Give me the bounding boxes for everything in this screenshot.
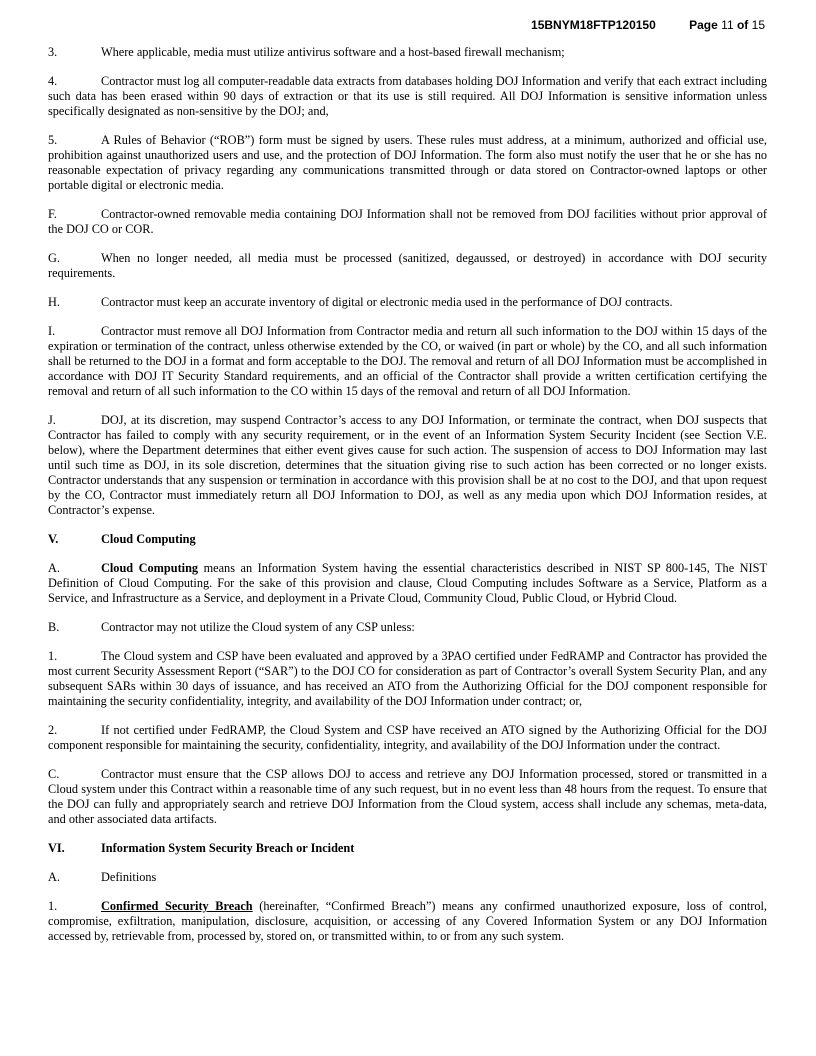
paragraph-f bbox=[48, 207, 767, 237]
paragraph-text: Definitions bbox=[101, 870, 157, 884]
paragraph-g bbox=[48, 251, 767, 281]
paragraph-h bbox=[48, 295, 767, 310]
paragraph-label: B. bbox=[48, 620, 60, 634]
paragraph-vi-a-1 bbox=[48, 899, 767, 944]
paragraph-v-b bbox=[48, 620, 767, 635]
paragraph-text: A Rules of Behavior (“ROB”) form must be signed by users. These rules must address, at a minimum, authorized and official use, prohibition against unauthorized users and use, and the protection of DOJ Information. The form also must notify the user that he or she has no reasonable expectation of privacy regarding any communications transmitted through or data stored on Contractor-owned laptops or other portable digital or electronic media. bbox=[48, 133, 767, 192]
paragraph-5 bbox=[48, 133, 767, 193]
paragraph-text: Contractor must log all computer-readable data extracts from databases holding DOJ Information and verify that each extract including such data has been erased within 90 days of extraction or that its use is still required. All DOJ Information is sensitive information unless specifically designated as non-sensitive by the DOJ; and, bbox=[48, 74, 767, 118]
paragraph-i bbox=[48, 324, 767, 399]
paragraph-label: C. bbox=[48, 767, 60, 781]
paragraph-label: H. bbox=[48, 295, 60, 309]
paragraph-v-a bbox=[48, 561, 767, 606]
paragraph-text: Where applicable, media must utilize antivirus software and a host-based firewall mechanism; bbox=[101, 45, 565, 59]
page-word: Page bbox=[689, 18, 718, 32]
paragraph-v-b-2 bbox=[48, 723, 767, 753]
section-heading-vi bbox=[48, 841, 767, 856]
document-body bbox=[48, 45, 767, 958]
paragraph-label: A. bbox=[48, 870, 60, 884]
paragraph-label: 4. bbox=[48, 74, 58, 88]
paragraph-text: (hereinafter, “Confirmed Breach”) means any confirmed unauthorized exposure, loss of control, compromise, exfiltration, manipulation, disclosure, acquisition, or accessing of any Covered Information System or any DOJ Information accessed by, retrievable from, processed by, stored on, or transmitted within, to or from any such system. bbox=[48, 899, 767, 943]
paragraph-label: 1. bbox=[48, 899, 58, 913]
paragraph-text: Contractor-owned removable media containing DOJ Information shall not be removed from DOJ facilities without prior approval of the DOJ CO or COR. bbox=[48, 207, 767, 236]
paragraph-vi-a bbox=[48, 870, 767, 885]
paragraph-label: A. bbox=[48, 561, 60, 575]
paragraph-4 bbox=[48, 74, 767, 119]
paragraph-label: 5. bbox=[48, 133, 58, 147]
paragraph-v-b-1 bbox=[48, 649, 767, 709]
paragraph-j bbox=[48, 413, 767, 518]
section-title: Information System Security Breach or Incident bbox=[101, 841, 355, 855]
paragraph-text: If not certified under FedRAMP, the Cloud System and CSP have received an ATO signed by the Authorizing Official for the DOJ component responsible for maintaining the security, confidentiality, integrity, and availability of the DOJ Information under the contract. bbox=[48, 723, 767, 752]
paragraph-3 bbox=[48, 45, 767, 60]
document-id: 15BNYM18FTP120150 bbox=[531, 18, 656, 32]
paragraph-label: G. bbox=[48, 251, 60, 265]
paragraph-label: J. bbox=[48, 413, 56, 427]
section-heading-v bbox=[48, 532, 767, 547]
section-label: VI. bbox=[48, 841, 65, 855]
paragraph-label: 1. bbox=[48, 649, 58, 663]
paragraph-v-c bbox=[48, 767, 767, 827]
defined-term: Cloud Computing bbox=[101, 561, 199, 575]
paragraph-label: F. bbox=[48, 207, 57, 221]
page-total: 15 bbox=[751, 18, 765, 32]
paragraph-text: Contractor must ensure that the CSP allows DOJ to access and retrieve any DOJ Information processed, stored or transmitted in a Cloud system under this Contract within a reasonable time of any such request, but in no event less than 48 hours from the request. To ensure that the DOJ can fully and appropriately search and retrieve DOJ Information from the Cloud system, access shall include any schemas, meta-data, and other associated data artifacts. bbox=[48, 767, 767, 826]
paragraph-text: Contractor may not utilize the Cloud system of any CSP unless: bbox=[101, 620, 415, 634]
defined-term: Confirmed Security Breach bbox=[101, 899, 253, 913]
paragraph-text: When no longer needed, all media must be processed (sanitized, degaussed, or destroyed) in accordance with DOJ security requirements. bbox=[48, 251, 767, 280]
paragraph-text: DOJ, at its discretion, may suspend Contractor’s access to any DOJ Information, or terminate the contract, when DOJ suspects that Contractor has failed to comply with any security requirement, or in the event of an Information System Security Incident (see Section V.E. below), where the Department determines that either event gives cause for such action. The suspension of access to DOJ Information may last until such time as DOJ, in its sole discretion, determines that the situation giving rise to such action has been corrected or no longer exists. Contractor understands that any suspension or termination in accordance with this provision shall be at no cost to the DOJ, and that upon request by the CO, Contractor must immediately return all DOJ Information to DOJ, as well as any media upon which DOJ Information resides, at Contractor’s expense. bbox=[48, 413, 767, 517]
paragraph-label: 3. bbox=[48, 45, 58, 59]
paragraph-text: Contractor must keep an accurate inventory of digital or electronic media used in the performance of DOJ contracts. bbox=[101, 295, 673, 309]
paragraph-label: I. bbox=[48, 324, 56, 338]
section-label: V. bbox=[48, 532, 59, 546]
page-number: 11 bbox=[721, 18, 734, 32]
paragraph-text: The Cloud system and CSP have been evaluated and approved by a 3PAO certified under FedRAMP and Contractor has provided the most current Security Assessment Report (“SAR”) to the DOJ CO for consideration as part of Contractor’s overall System Security Plan, and any subsequent SARs within 30 days of issuance, and has received an ATO from the Authorizing Official for the DOJ component responsible for maintaining the security confidentiality, integrity, and availability of the DOJ Information under contract; or, bbox=[48, 649, 767, 708]
paragraph-text: Contractor must remove all DOJ Information from Contractor media and return all such information to the DOJ within 15 days of the expiration or termination of the contract, unless otherwise extended by the CO, or waived (in part or whole) by the CO, and all such information shall be returned to the DOJ in a format and form acceptable to the DOJ. The removal and return of all DOJ Information must be accomplished in accordance with DOJ IT Security Standard requirements, and an official of the Contractor shall provide a written certification certifying the removal and return of all such information to the CO within 15 days of the removal and return of all DOJ Information. bbox=[48, 324, 767, 398]
page-header bbox=[531, 18, 765, 32]
paragraph-text: means an Information System having the essential characteristics described in NIST SP 800-145, The NIST Definition of Cloud Computing. For the sake of this provision and clause, Cloud Computing includes Software as a Service, Platform as a Service, and Infrastructure as a Service, and deployment in a Private Cloud, Community Cloud, Public Cloud, or Hybrid Cloud. bbox=[48, 561, 767, 605]
of-word: of bbox=[736, 18, 749, 32]
paragraph-label: 2. bbox=[48, 723, 58, 737]
section-title: Cloud Computing bbox=[101, 532, 196, 546]
